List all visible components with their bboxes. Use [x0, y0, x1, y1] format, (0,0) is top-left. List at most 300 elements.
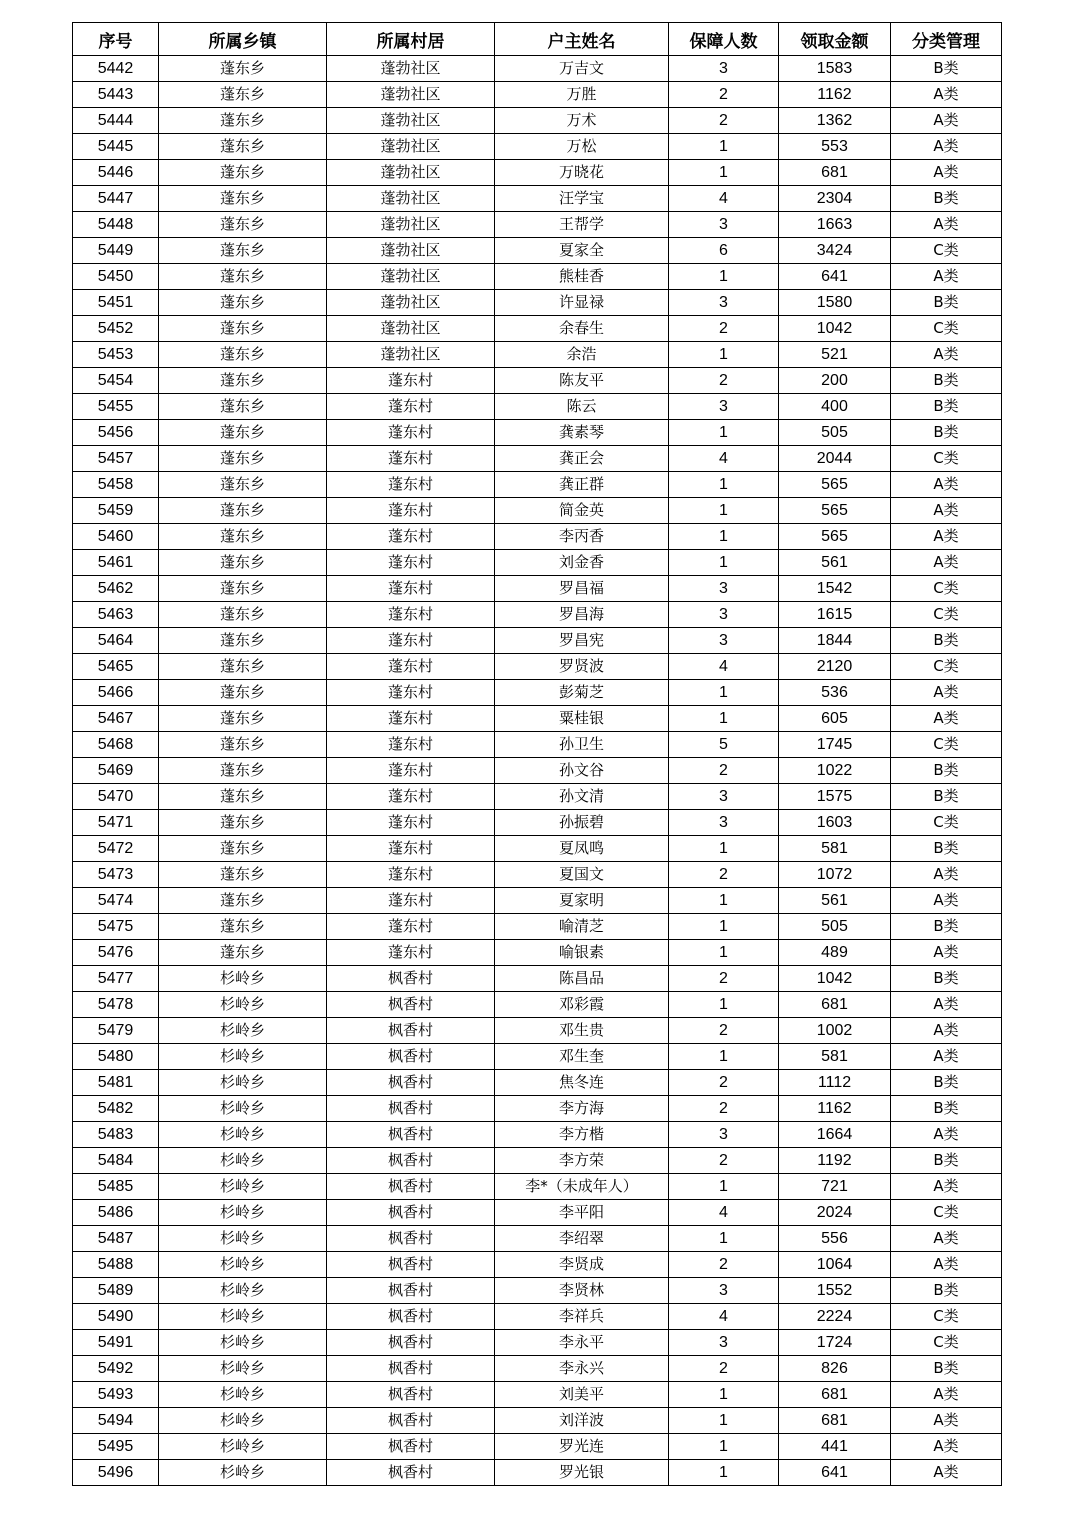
village-cell: 蓬东村 [327, 628, 495, 654]
amount-cell: 505 [779, 914, 891, 940]
table-row [73, 420, 1002, 446]
serial-number-cell: 5447 [73, 186, 159, 212]
amount-cell: 565 [779, 498, 891, 524]
village-cell: 蓬勃社区 [327, 290, 495, 316]
village-cell: 蓬东村 [327, 836, 495, 862]
category-cell: A类 [891, 1408, 1002, 1434]
amount-cell: 581 [779, 1044, 891, 1070]
householder-name-cell: 邓生奎 [495, 1044, 669, 1070]
township-cell: 蓬东乡 [159, 160, 327, 186]
householder-name-cell: 简金英 [495, 498, 669, 524]
serial-number-cell: 5455 [73, 394, 159, 420]
serial-number-cell: 5462 [73, 576, 159, 602]
category-cell: A类 [891, 1174, 1002, 1200]
table-row [73, 134, 1002, 160]
serial-number-cell: 5467 [73, 706, 159, 732]
category-cell: A类 [891, 160, 1002, 186]
category-cell: C类 [891, 1304, 1002, 1330]
table-row [73, 888, 1002, 914]
serial-number-cell: 5480 [73, 1044, 159, 1070]
covered-persons-cell: 1 [669, 992, 779, 1018]
village-cell: 蓬东村 [327, 680, 495, 706]
table-row [73, 160, 1002, 186]
category-cell: B类 [891, 966, 1002, 992]
serial-number-cell: 5450 [73, 264, 159, 290]
township-cell: 杉岭乡 [159, 1070, 327, 1096]
householder-name-cell: 万术 [495, 108, 669, 134]
category-cell: A类 [891, 82, 1002, 108]
serial-number-cell: 5446 [73, 160, 159, 186]
covered-persons-cell: 1 [669, 1434, 779, 1460]
township-cell: 蓬东乡 [159, 732, 327, 758]
serial-number-cell: 5449 [73, 238, 159, 264]
township-cell: 蓬东乡 [159, 472, 327, 498]
serial-number-cell: 5457 [73, 446, 159, 472]
householder-name-cell: 熊桂香 [495, 264, 669, 290]
amount-cell: 2024 [779, 1200, 891, 1226]
village-cell: 蓬勃社区 [327, 134, 495, 160]
table-row [73, 940, 1002, 966]
serial-number-cell: 5491 [73, 1330, 159, 1356]
category-cell: C类 [891, 1200, 1002, 1226]
serial-number-cell: 5487 [73, 1226, 159, 1252]
amount-cell: 1724 [779, 1330, 891, 1356]
householder-name-cell: 李方楷 [495, 1122, 669, 1148]
amount-cell: 1663 [779, 212, 891, 238]
township-cell: 蓬东乡 [159, 524, 327, 550]
householder-name-cell: 龚正群 [495, 472, 669, 498]
householder-name-cell: 李贤林 [495, 1278, 669, 1304]
amount-cell: 561 [779, 888, 891, 914]
householder-name-cell: 李祥兵 [495, 1304, 669, 1330]
serial-number-cell: 5454 [73, 368, 159, 394]
category-cell: C类 [891, 446, 1002, 472]
covered-persons-cell: 3 [669, 784, 779, 810]
township-cell: 蓬东乡 [159, 134, 327, 160]
householder-name-cell: 李方海 [495, 1096, 669, 1122]
category-cell: A类 [891, 134, 1002, 160]
householder-name-cell: 万吉文 [495, 56, 669, 82]
covered-persons-cell: 2 [669, 758, 779, 784]
amount-cell: 1362 [779, 108, 891, 134]
category-cell: A类 [891, 1382, 1002, 1408]
township-cell: 杉岭乡 [159, 1226, 327, 1252]
village-cell: 蓬勃社区 [327, 186, 495, 212]
householder-name-cell: 李*（未成年人） [495, 1174, 669, 1200]
category-cell: A类 [891, 992, 1002, 1018]
covered-persons-cell: 1 [669, 550, 779, 576]
householder-name-cell: 刘金香 [495, 550, 669, 576]
township-cell: 蓬东乡 [159, 576, 327, 602]
header-covered-persons: 保障人数 [669, 23, 779, 56]
township-cell: 蓬东乡 [159, 836, 327, 862]
village-cell: 枫香村 [327, 1070, 495, 1096]
category-cell: C类 [891, 810, 1002, 836]
serial-number-cell: 5494 [73, 1408, 159, 1434]
table-row [73, 264, 1002, 290]
householder-name-cell: 孙文谷 [495, 758, 669, 784]
village-cell: 蓬东村 [327, 758, 495, 784]
table-row [73, 1148, 1002, 1174]
serial-number-cell: 5443 [73, 82, 159, 108]
village-cell: 蓬勃社区 [327, 212, 495, 238]
amount-cell: 1542 [779, 576, 891, 602]
township-cell: 杉岭乡 [159, 1200, 327, 1226]
table-header [73, 23, 1002, 56]
village-cell: 枫香村 [327, 1200, 495, 1226]
amount-cell: 565 [779, 524, 891, 550]
table-row [73, 550, 1002, 576]
amount-cell: 605 [779, 706, 891, 732]
amount-cell: 553 [779, 134, 891, 160]
amount-cell: 641 [779, 264, 891, 290]
covered-persons-cell: 6 [669, 238, 779, 264]
category-cell: A类 [891, 498, 1002, 524]
covered-persons-cell: 1 [669, 914, 779, 940]
serial-number-cell: 5483 [73, 1122, 159, 1148]
village-cell: 枫香村 [327, 1278, 495, 1304]
village-cell: 枫香村 [327, 1122, 495, 1148]
village-cell: 蓬东村 [327, 888, 495, 914]
covered-persons-cell: 3 [669, 212, 779, 238]
village-cell: 枫香村 [327, 992, 495, 1018]
table-row [73, 290, 1002, 316]
serial-number-cell: 5476 [73, 940, 159, 966]
householder-name-cell: 王帮学 [495, 212, 669, 238]
serial-number-cell: 5445 [73, 134, 159, 160]
village-cell: 蓬东村 [327, 654, 495, 680]
village-cell: 蓬东村 [327, 368, 495, 394]
category-cell: A类 [891, 212, 1002, 238]
table-row [73, 1408, 1002, 1434]
table-row [73, 1018, 1002, 1044]
township-cell: 蓬东乡 [159, 342, 327, 368]
covered-persons-cell: 2 [669, 316, 779, 342]
covered-persons-cell: 5 [669, 732, 779, 758]
header-amount: 领取金额 [779, 23, 891, 56]
householder-name-cell: 罗光连 [495, 1434, 669, 1460]
serial-number-cell: 5482 [73, 1096, 159, 1122]
householder-name-cell: 邓生贵 [495, 1018, 669, 1044]
township-cell: 蓬东乡 [159, 394, 327, 420]
covered-persons-cell: 1 [669, 134, 779, 160]
serial-number-cell: 5481 [73, 1070, 159, 1096]
township-cell: 蓬东乡 [159, 56, 327, 82]
serial-number-cell: 5477 [73, 966, 159, 992]
amount-cell: 1583 [779, 56, 891, 82]
header-serial-number: 序号 [73, 23, 159, 56]
village-cell: 蓬东村 [327, 784, 495, 810]
amount-cell: 505 [779, 420, 891, 446]
category-cell: A类 [891, 342, 1002, 368]
village-cell: 蓬勃社区 [327, 56, 495, 82]
covered-persons-cell: 2 [669, 82, 779, 108]
township-cell: 杉岭乡 [159, 1460, 327, 1486]
village-cell: 枫香村 [327, 1460, 495, 1486]
table-row [73, 394, 1002, 420]
serial-number-cell: 5473 [73, 862, 159, 888]
householder-name-cell: 龚素琴 [495, 420, 669, 446]
householder-name-cell: 夏家明 [495, 888, 669, 914]
covered-persons-cell: 3 [669, 1122, 779, 1148]
village-cell: 蓬东村 [327, 394, 495, 420]
serial-number-cell: 5452 [73, 316, 159, 342]
table-row [73, 992, 1002, 1018]
amount-cell: 681 [779, 1382, 891, 1408]
category-cell: A类 [891, 108, 1002, 134]
category-cell: A类 [891, 264, 1002, 290]
village-cell: 枫香村 [327, 1174, 495, 1200]
serial-number-cell: 5444 [73, 108, 159, 134]
amount-cell: 1112 [779, 1070, 891, 1096]
village-cell: 枫香村 [327, 1018, 495, 1044]
category-cell: B类 [891, 368, 1002, 394]
covered-persons-cell: 1 [669, 836, 779, 862]
category-cell: B类 [891, 836, 1002, 862]
amount-cell: 641 [779, 1460, 891, 1486]
householder-name-cell: 孙卫生 [495, 732, 669, 758]
serial-number-cell: 5464 [73, 628, 159, 654]
serial-number-cell: 5458 [73, 472, 159, 498]
householder-name-cell: 刘洋波 [495, 1408, 669, 1434]
table-row [73, 1226, 1002, 1252]
covered-persons-cell: 1 [669, 1226, 779, 1252]
covered-persons-cell: 1 [669, 888, 779, 914]
village-cell: 蓬东村 [327, 446, 495, 472]
householder-name-cell: 孙振碧 [495, 810, 669, 836]
amount-cell: 1002 [779, 1018, 891, 1044]
amount-cell: 521 [779, 342, 891, 368]
amount-cell: 1844 [779, 628, 891, 654]
category-cell: A类 [891, 1226, 1002, 1252]
township-cell: 杉岭乡 [159, 1096, 327, 1122]
covered-persons-cell: 2 [669, 1070, 779, 1096]
amount-cell: 1162 [779, 1096, 891, 1122]
serial-number-cell: 5456 [73, 420, 159, 446]
category-cell: C类 [891, 1330, 1002, 1356]
table-row [73, 732, 1002, 758]
householder-name-cell: 罗光银 [495, 1460, 669, 1486]
village-cell: 枫香村 [327, 1434, 495, 1460]
village-cell: 蓬勃社区 [327, 342, 495, 368]
village-cell: 蓬东村 [327, 914, 495, 940]
householder-name-cell: 李平阳 [495, 1200, 669, 1226]
township-cell: 蓬东乡 [159, 706, 327, 732]
covered-persons-cell: 3 [669, 1330, 779, 1356]
table-row [73, 1044, 1002, 1070]
householder-name-cell: 刘美平 [495, 1382, 669, 1408]
township-cell: 蓬东乡 [159, 914, 327, 940]
serial-number-cell: 5463 [73, 602, 159, 628]
serial-number-cell: 5486 [73, 1200, 159, 1226]
serial-number-cell: 5453 [73, 342, 159, 368]
township-cell: 蓬东乡 [159, 82, 327, 108]
village-cell: 蓬勃社区 [327, 82, 495, 108]
amount-cell: 581 [779, 836, 891, 862]
category-cell: C类 [891, 316, 1002, 342]
table-row [73, 1356, 1002, 1382]
covered-persons-cell: 3 [669, 602, 779, 628]
householder-name-cell: 邓彩霞 [495, 992, 669, 1018]
covered-persons-cell: 1 [669, 1044, 779, 1070]
category-cell: C类 [891, 238, 1002, 264]
township-cell: 蓬东乡 [159, 550, 327, 576]
category-cell: B类 [891, 784, 1002, 810]
village-cell: 枫香村 [327, 1148, 495, 1174]
township-cell: 蓬东乡 [159, 784, 327, 810]
covered-persons-cell: 3 [669, 394, 779, 420]
township-cell: 杉岭乡 [159, 1174, 327, 1200]
serial-number-cell: 5442 [73, 56, 159, 82]
township-cell: 杉岭乡 [159, 992, 327, 1018]
township-cell: 蓬东乡 [159, 368, 327, 394]
table-body [73, 56, 1002, 1486]
covered-persons-cell: 2 [669, 1252, 779, 1278]
township-cell: 蓬东乡 [159, 888, 327, 914]
table-row [73, 680, 1002, 706]
covered-persons-cell: 1 [669, 1408, 779, 1434]
serial-number-cell: 5469 [73, 758, 159, 784]
householder-name-cell: 罗昌海 [495, 602, 669, 628]
township-cell: 蓬东乡 [159, 316, 327, 342]
householder-name-cell: 李永兴 [495, 1356, 669, 1382]
township-cell: 蓬东乡 [159, 290, 327, 316]
table-row [73, 186, 1002, 212]
covered-persons-cell: 1 [669, 1460, 779, 1486]
village-cell: 枫香村 [327, 1226, 495, 1252]
table-row [73, 1174, 1002, 1200]
covered-persons-cell: 3 [669, 810, 779, 836]
category-cell: B类 [891, 420, 1002, 446]
householder-name-cell: 万胜 [495, 82, 669, 108]
amount-cell: 489 [779, 940, 891, 966]
amount-cell: 721 [779, 1174, 891, 1200]
category-cell: A类 [891, 862, 1002, 888]
township-cell: 蓬东乡 [159, 680, 327, 706]
category-cell: C类 [891, 654, 1002, 680]
township-cell: 杉岭乡 [159, 1122, 327, 1148]
township-cell: 蓬东乡 [159, 654, 327, 680]
village-cell: 蓬东村 [327, 472, 495, 498]
serial-number-cell: 5471 [73, 810, 159, 836]
township-cell: 杉岭乡 [159, 1382, 327, 1408]
amount-cell: 681 [779, 1408, 891, 1434]
table-row [73, 108, 1002, 134]
village-cell: 蓬勃社区 [327, 108, 495, 134]
amount-cell: 400 [779, 394, 891, 420]
village-cell: 枫香村 [327, 966, 495, 992]
header-village: 所属村居 [327, 23, 495, 56]
category-cell: B类 [891, 1070, 1002, 1096]
table-row [73, 316, 1002, 342]
covered-persons-cell: 3 [669, 1278, 779, 1304]
township-cell: 蓬东乡 [159, 628, 327, 654]
table-row [73, 1434, 1002, 1460]
village-cell: 蓬东村 [327, 862, 495, 888]
covered-persons-cell: 4 [669, 1304, 779, 1330]
table-row [73, 1460, 1002, 1486]
householder-name-cell: 夏家全 [495, 238, 669, 264]
serial-number-cell: 5475 [73, 914, 159, 940]
table-row [73, 212, 1002, 238]
category-cell: A类 [891, 680, 1002, 706]
householder-name-cell: 粟桂银 [495, 706, 669, 732]
table-row [73, 238, 1002, 264]
village-cell: 蓬东村 [327, 732, 495, 758]
header-row [73, 23, 1002, 56]
covered-persons-cell: 1 [669, 1174, 779, 1200]
village-cell: 蓬东村 [327, 602, 495, 628]
township-cell: 蓬东乡 [159, 810, 327, 836]
table-row [73, 342, 1002, 368]
amount-cell: 826 [779, 1356, 891, 1382]
header-householder-name: 户主姓名 [495, 23, 669, 56]
allowance-table [72, 22, 1002, 1486]
category-cell: B类 [891, 758, 1002, 784]
village-cell: 枫香村 [327, 1252, 495, 1278]
table-row [73, 966, 1002, 992]
village-cell: 蓬东村 [327, 706, 495, 732]
category-cell: A类 [891, 1434, 1002, 1460]
serial-number-cell: 5461 [73, 550, 159, 576]
covered-persons-cell: 2 [669, 1356, 779, 1382]
village-cell: 蓬东村 [327, 940, 495, 966]
householder-name-cell: 罗昌宪 [495, 628, 669, 654]
householder-name-cell: 夏凤鸣 [495, 836, 669, 862]
covered-persons-cell: 1 [669, 420, 779, 446]
township-cell: 杉岭乡 [159, 1356, 327, 1382]
table-row [73, 784, 1002, 810]
table-row [73, 1278, 1002, 1304]
township-cell: 杉岭乡 [159, 1018, 327, 1044]
township-cell: 蓬东乡 [159, 758, 327, 784]
village-cell: 枫香村 [327, 1096, 495, 1122]
householder-name-cell: 罗昌福 [495, 576, 669, 602]
amount-cell: 1042 [779, 316, 891, 342]
covered-persons-cell: 1 [669, 472, 779, 498]
householder-name-cell: 陈昌品 [495, 966, 669, 992]
township-cell: 蓬东乡 [159, 108, 327, 134]
covered-persons-cell: 2 [669, 1148, 779, 1174]
amount-cell: 1745 [779, 732, 891, 758]
category-cell: A类 [891, 1252, 1002, 1278]
amount-cell: 2304 [779, 186, 891, 212]
serial-number-cell: 5488 [73, 1252, 159, 1278]
table-row [73, 706, 1002, 732]
householder-name-cell: 龚正会 [495, 446, 669, 472]
householder-name-cell: 汪学宝 [495, 186, 669, 212]
township-cell: 杉岭乡 [159, 1330, 327, 1356]
covered-persons-cell: 2 [669, 1096, 779, 1122]
serial-number-cell: 5466 [73, 680, 159, 706]
serial-number-cell: 5495 [73, 1434, 159, 1460]
serial-number-cell: 5465 [73, 654, 159, 680]
amount-cell: 1064 [779, 1252, 891, 1278]
serial-number-cell: 5472 [73, 836, 159, 862]
table-row [73, 1252, 1002, 1278]
covered-persons-cell: 4 [669, 186, 779, 212]
category-cell: B类 [891, 290, 1002, 316]
covered-persons-cell: 4 [669, 446, 779, 472]
amount-cell: 1072 [779, 862, 891, 888]
village-cell: 蓬东村 [327, 550, 495, 576]
category-cell: A类 [891, 524, 1002, 550]
category-cell: A类 [891, 1044, 1002, 1070]
table-row [73, 1304, 1002, 1330]
amount-cell: 1664 [779, 1122, 891, 1148]
village-cell: 蓬勃社区 [327, 316, 495, 342]
covered-persons-cell: 1 [669, 342, 779, 368]
